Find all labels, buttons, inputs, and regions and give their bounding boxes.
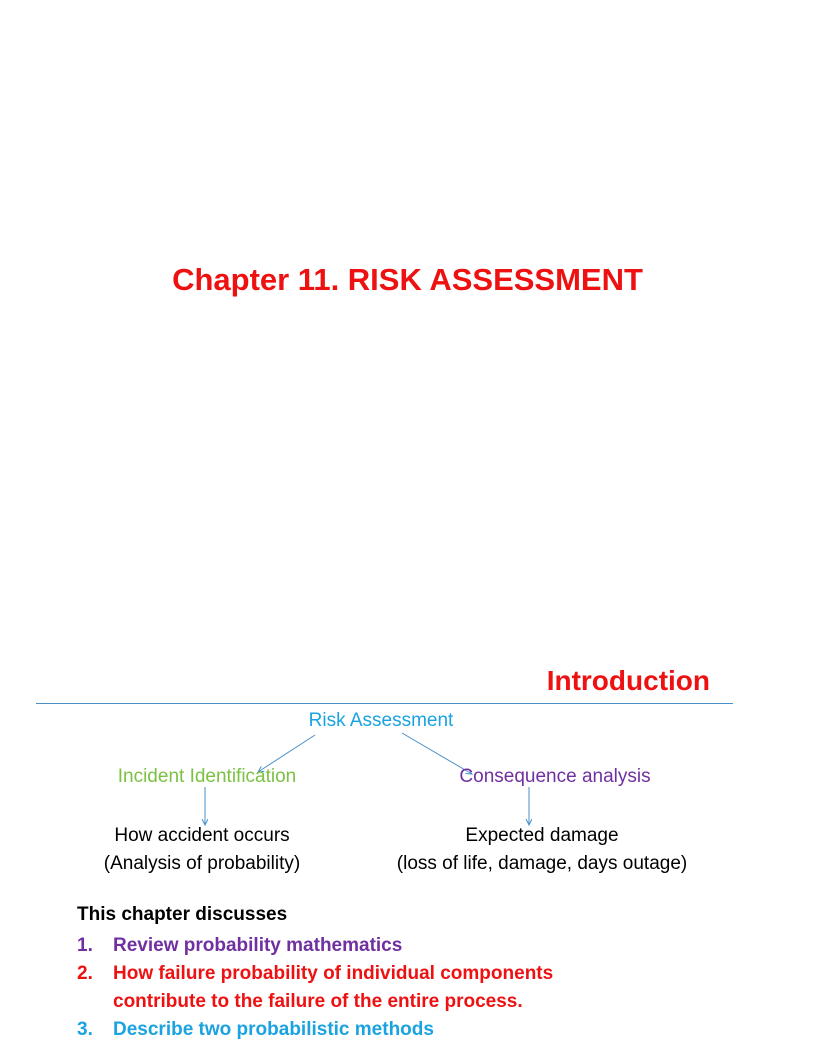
chapter-discusses-label: This chapter discusses [77,904,288,925]
introduction-slide [0,576,768,1040]
incident-identification-node: Incident Identification [117,766,297,787]
chapter-title: Chapter 11. RISK ASSESSMENT [172,262,643,297]
consequence-analysis-node: Consequence analysis [459,766,651,787]
list-item-text: Review probability mathematics [113,935,403,956]
consequence-desc-line1: Expected damage [465,825,619,846]
list-item [77,932,553,960]
incident-description [104,822,300,878]
list-item-text: contribute to the failure of the entire process. [113,991,523,1012]
list-item-text: How failure probability of individual components [113,963,554,984]
introduction-heading: Introduction [546,665,710,696]
list-item-number: 3. [77,1019,93,1040]
incident-desc-line2: (Analysis of probability) [103,853,301,874]
topics-list [77,932,553,1044]
list-item-continuation [77,988,553,1016]
consequence-description [397,822,687,878]
list-item [77,1016,553,1044]
list-item-text: Describe two probabilistic methods [113,1019,434,1040]
list-item [77,960,553,988]
incident-desc-line1: How accident occurs [114,825,290,846]
risk-assessment-node: Risk Assessment [308,710,454,731]
list-item-number: 1. [77,935,93,956]
list-item-number: 2. [77,963,93,984]
consequence-desc-line2: (loss of life, damage, days outage) [396,853,688,874]
